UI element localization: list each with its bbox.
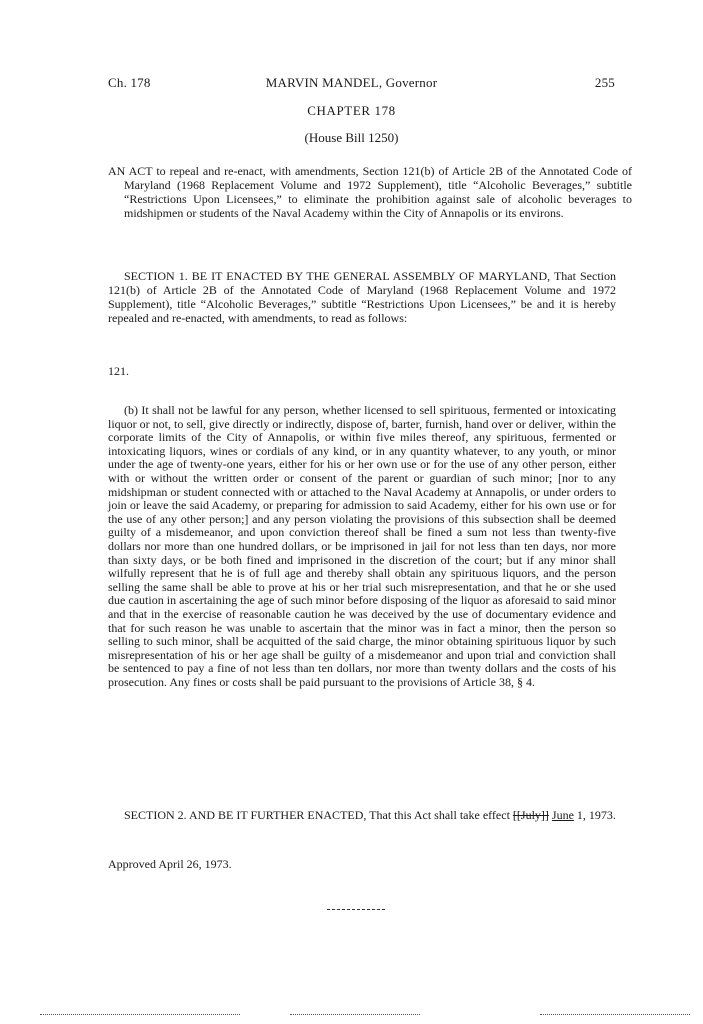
section-divider [327,909,385,910]
approval-date: Approved April 26, 1973. [108,857,232,871]
bill-number: (House Bill 1250) [304,130,399,145]
running-header-governor: MARVIN MANDEL, Governor [265,75,438,90]
section-2-tail: 1, 1973. [573,808,616,822]
subsection-b-paragraph [108,404,616,689]
chapter-title: CHAPTER 178 [307,103,396,118]
deleted-midshipman-clause: [nor to any midshipman or student connected with or attached to the Naval Academy at Annapolis, or under orders to join or leave the said Academy, or preparing for admission to said Academy, either for his own use or for the use of any other person;] [108,470,616,526]
section-1-paragraph: SECTION 1. BE IT ENACTED BY THE GENERAL ASSEMBLY OF MARYLAND, That Section 121(b) of Article 2B of the Annotated Code of Maryland (1968 Replacement Volume and 1972 Supplement), title “Alcoholic Beverages,” subtitle “Restrictions Upon Licensees,” be and it is hereby repealed and re-enacted, with amendments, to read as follows: [108,269,616,325]
subsection-b-text-part2: and any person violating the provisions of this subsection shall be deemed guilty of a misdemeanor, and upon conviction thereof shall be fined a sum not less than twenty-five dollars nor more than one hundred dollars, or be imprisoned in jail for not less than ten days, nor more than sixty days, or be both fined and imprisoned in the discretion of the court; but if any minor shall wilfully represent that he is of full age and thereby shall obtain any spirituous liquors, and the person selling the same shall be able to prove at his or her trial such misrepresentation, and that he or she used due caution in ascertaining the age of such minor before disposing of the liquor as aforesaid to said minor and that in the exercise of reasonable caution he was deceived by the use of documentary evidence and that for such reason he was unable to ascertain that the minor was in fact a minor, then the person so selling to such minor, shall be acquitted of the said charge, the minor obtaining spirituous liquor by such misrepresentation of his or her age shall be guilty of a misdemeanor and upon trial and conviction shall be sentenced to pay a fine of not less than ten dollars, nor more than twenty dollars and the costs of his prosecution. Any fines or costs shall be paid pursuant to the provisions of Article 38, § 4. [108,511,616,689]
section-number: 121. [108,364,129,378]
scan-edge-mark-center [290,1014,420,1015]
act-title-paragraph: AN ACT to repeal and re-enact, with amendments, Section 121(b) of Article 2B of the Annotated Code of Maryland (1968 Replacement Volume and 1972 Supplement), title “Alcoholic Beverages,” subtitle “Restrictions Upon Licensees,” to eliminate the prohibition against sale of alcoholic beverages to midshipmen or students of the Naval Academy within the City of Annapolis or its environs. [108,164,632,220]
page-number: 255 [594,75,615,90]
section-2-paragraph [108,808,616,822]
inserted-date-word: June [551,808,574,822]
scan-edge-mark-left [40,1014,240,1015]
scan-edge-mark-right [540,1014,690,1015]
deleted-date-word: [[July]] [512,808,549,822]
section-2-lead: SECTION 2. AND BE IT FURTHER ENACTED, That this Act shall take effect [124,808,513,822]
chapter-reference: Ch. 178 [108,75,151,90]
subsection-b-text-part1: (b) It shall not be lawful for any person, whether licensed to sell spirituous, fermented or intoxicating liquor or not, to sell, give directly or indirectly, dispose of, barter, furnish, hand over or deliver, within the corporate limits of the City of Annapolis, or within five miles thereof, any spirituous, fermented or intoxicating liquors, wines or cordials of any kind, or in any quantity whatever, to any youth, or minor under the age of twenty-one years, either for his or her own use or for the use of any other person, either with or without the written order or consent of the parent or guardian of such minor; [108,403,616,485]
